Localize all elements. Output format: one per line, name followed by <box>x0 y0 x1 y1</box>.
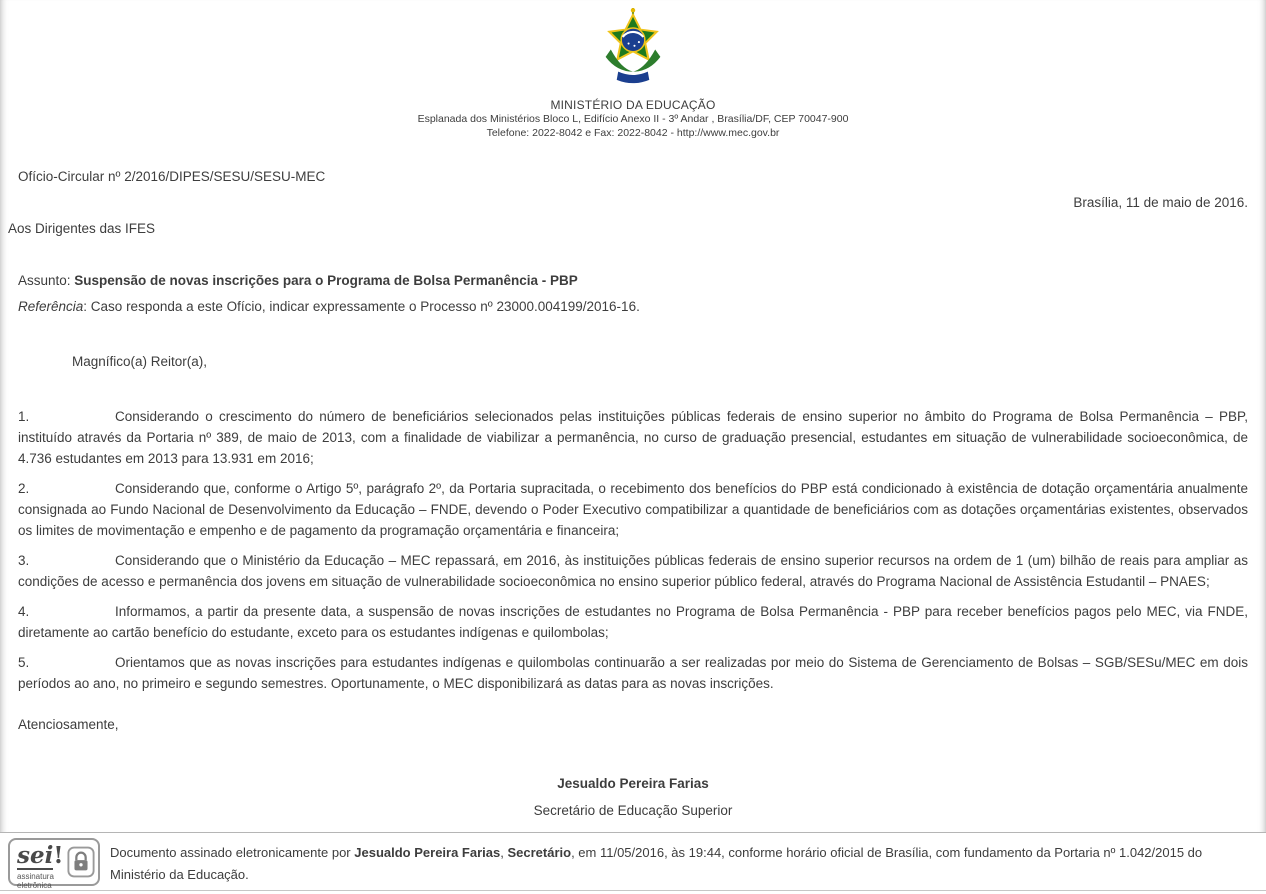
signature-title: Secretário de Educação Superior <box>533 803 733 818</box>
closing: Atenciosamente, <box>18 717 119 732</box>
sei-logo-bang: ! <box>53 842 64 869</box>
paragraph-number: 4. <box>18 604 30 619</box>
signed-post: , em 11/05/2016, às 19:44, conforme horário oficial de Brasília, com fundamento da Portaria nº 1.042/2015 do Ministério da Educação. <box>110 845 1203 882</box>
ministry-address: Esplanada dos Ministérios Bloco L, Edifício Anexo II - 3º Andar , Brasília/DF, CEP 70047-900 <box>417 113 849 125</box>
paragraph-text: Considerando o crescimento do número de beneficiários selecionados pelas instituições públicas federais de ensino superior no âmbito do Programa de Bolsa Permanência – PBP, instituído através da Portaria nº 389, de maio de 2013, com a finalidade de viabilizar a permanência, no curso de graduação presencial, estudantes em situação de vulnerabilidade socioeconômica, de 4.736 estudantes em 2013 para 13.931 em 2016; <box>18 409 1248 466</box>
signed-sep: , <box>500 845 508 860</box>
sei-sub-line1: assinatura <box>17 872 54 881</box>
page-bottom-divider <box>0 890 1266 891</box>
footer-signed-text <box>110 838 1256 886</box>
subject-label: Assunto: <box>18 273 75 288</box>
paragraph-number: 1. <box>18 409 30 424</box>
paragraph-number: 3. <box>18 553 30 568</box>
lock-icon <box>67 846 95 883</box>
paragraphs <box>18 406 1248 694</box>
paragraph-number: 2. <box>18 481 30 496</box>
date-line: Brasília, 11 de maio de 2016. <box>1073 195 1248 210</box>
sei-logo-text: sei <box>17 842 54 869</box>
reference-line <box>18 296 1248 317</box>
body-paragraph <box>18 406 1248 469</box>
body-paragraph <box>18 652 1248 694</box>
body-paragraph <box>18 550 1248 592</box>
subject-line <box>18 270 1248 291</box>
brazil-coat-of-arms-logo <box>596 6 670 95</box>
subject-text: Suspensão de novas inscrições para o Programa de Bolsa Permanência - PBP <box>74 273 578 288</box>
signature-footer <box>0 832 1266 894</box>
signed-role: Secretário <box>507 845 572 860</box>
sei-sub-line2: eletrônica <box>17 881 52 890</box>
ministry-name: MINISTÉRIO DA EDUCAÇÃO <box>550 98 716 112</box>
reference-label: Referência <box>18 299 84 314</box>
salutation: Magnífico(a) Reitor(a), <box>72 354 208 369</box>
ministry-contact: Telefone: 2022-8042 e Fax: 2022-8042 - http://www.mec.gov.br <box>486 127 780 139</box>
paragraph-number: 5. <box>18 655 30 670</box>
reference-text: : Caso responda a este Ofício, indicar expressamente o Processo nº 23000.004199/2016-16. <box>83 299 640 314</box>
paragraph-text: Considerando que o Ministério da Educação – MEC repassará, em 2016, às instituições públicas federais de ensino superior recursos na ordem de 1 (um) bilhão de reais para ampliar as condições de acesso e permanência dos jovens em situação de vulnerabilidade socioeconômica no ensino superior público federal, através do Programa Nacional de Assistência Estudantil – PNAES; <box>18 553 1248 589</box>
paragraph-text: Considerando que, conforme o Artigo 5º, parágrafo 2º, da Portaria supracitada, o recebimento dos benefícios do PBP está condicionado à existência de dotação orçamentária anualmente consignada ao Fundo Nacional de Desenvolvimento da Educação – FNDE, devendo o Poder Executivo compatibilizar a quantidade de beneficiários com as dotações orçamentárias existentes, observados os limites de movimentação e empenho e de pagamento da programação orçamentária e financeira; <box>18 481 1248 538</box>
oficio-number: Ofício-Circular nº 2/2016/DIPES/SESU/SESU-MEC <box>18 169 326 184</box>
body-paragraph <box>18 601 1248 643</box>
paragraph-text: Orientamos que as novas inscrições para estudantes indígenas e quilombolas continuarão a ser realizadas por meio do Sistema de Gerenciamento de Bolsas – SGB/SESu/MEC em dois períodos ao ano, no primeiro e segundo semestres. Oportunamente, o MEC disponibilizará as datas para as novas inscrições. <box>18 655 1248 691</box>
letterhead <box>0 0 1266 140</box>
letter-body <box>0 166 1266 821</box>
signed-name: Jesualdo Pereira Farias <box>354 845 501 860</box>
sei-logo-box <box>8 838 100 890</box>
signature-name: Jesualdo Pereira Farias <box>557 776 709 791</box>
addressee: Aos Dirigentes das IFES <box>8 221 156 236</box>
body-paragraph <box>18 478 1248 541</box>
signed-pre: Documento assinado eletronicamente por <box>110 845 355 860</box>
paragraph-text: Informamos, a partir da presente data, a suspensão de novas inscrições de estudantes no Programa de Bolsa Permanência - PBP para receber benefícios pagos pelo MEC, via FNDE, diretamente ao cartão benefício do estudante, exceto para os estudantes indígenas e quilombolas; <box>18 604 1248 640</box>
